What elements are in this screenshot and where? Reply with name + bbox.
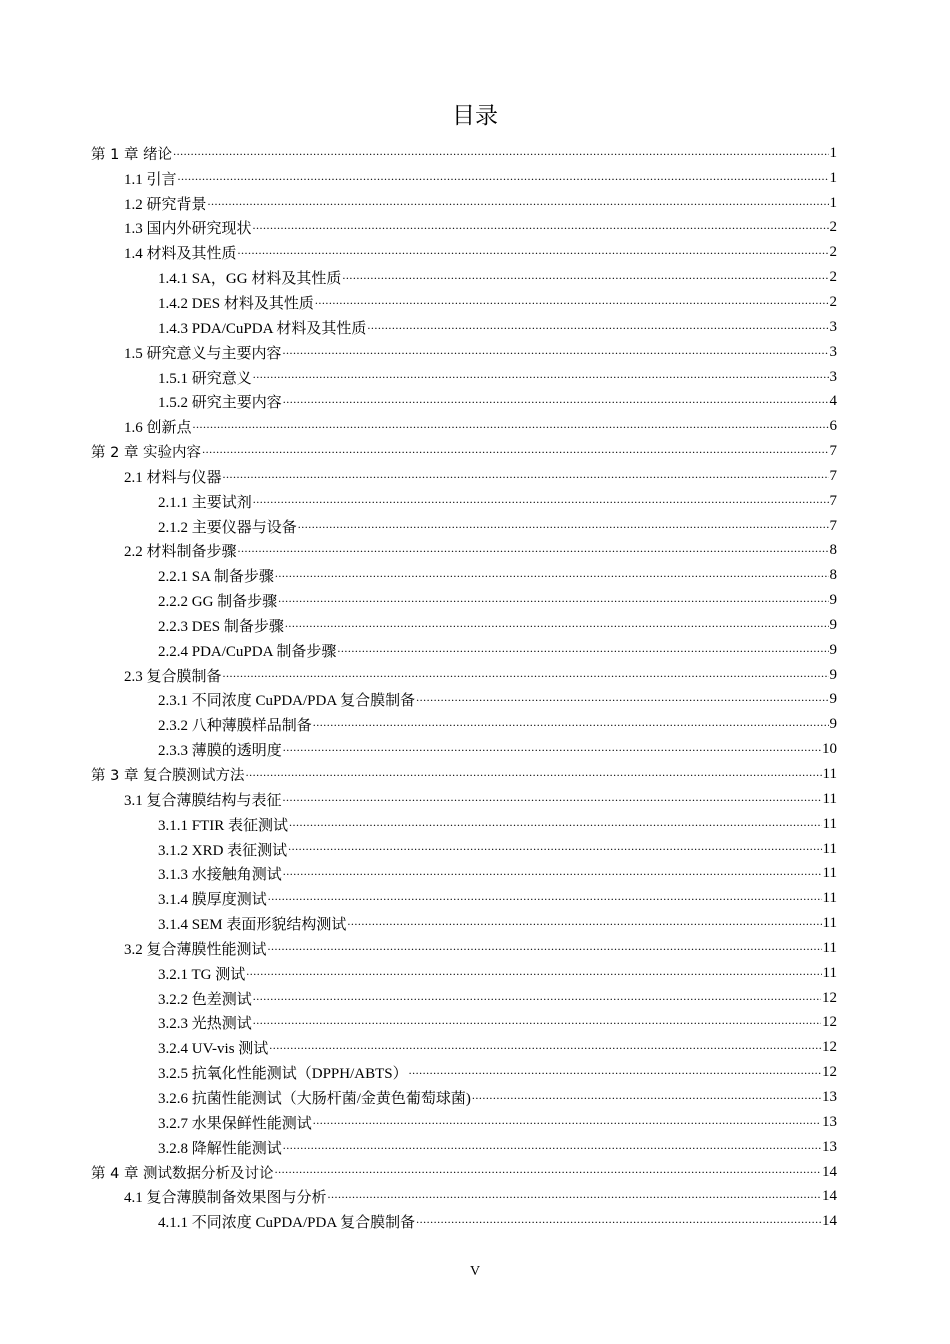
toc-entry-page: 2 [829, 244, 837, 261]
toc-entry[interactable] [0, 762, 950, 787]
toc-entry[interactable] [0, 166, 950, 191]
toc-entry[interactable] [0, 489, 950, 514]
toc-entry-label: 4.1 复合薄膜制备效果图与分析 [124, 1190, 327, 1207]
toc-dot-leader [208, 191, 829, 216]
toc-entry-page: 12 [822, 1064, 837, 1081]
toc-entry-label: 1.2 研究背景 [124, 196, 207, 213]
toc-dot-leader [238, 240, 829, 265]
toc-dot-leader [275, 563, 829, 588]
toc-entry-page: 1 [829, 144, 837, 161]
toc-entry-page: 3 [829, 368, 837, 385]
toc-entry[interactable] [0, 539, 950, 564]
toc-dot-leader [253, 216, 829, 241]
toc-entry[interactable] [0, 986, 950, 1011]
toc-dot-leader [283, 1135, 821, 1160]
toc-entry-page: 12 [822, 1039, 837, 1056]
toc-dot-leader [268, 936, 822, 961]
toc-dot-leader [288, 837, 821, 862]
toc-dot-leader [347, 911, 821, 936]
toc-dot-leader [275, 1160, 821, 1185]
toc-dot-leader [202, 439, 828, 464]
toc-entry-label: 3.1.1 FTIR 表征测试 [158, 817, 289, 834]
toc-entry[interactable] [0, 1085, 950, 1110]
toc-entry-page: 7 [829, 467, 837, 484]
toc-dot-leader [342, 265, 828, 290]
toc-entry-label: 1.4.2 DES 材料及其性质 [158, 295, 314, 312]
toc-entry[interactable] [0, 240, 950, 265]
toc-entry[interactable] [0, 638, 950, 663]
toc-entry[interactable] [0, 265, 950, 290]
toc-dot-leader [289, 812, 822, 837]
toc-entry[interactable] [0, 1110, 950, 1135]
toc-entry-label: 2.2 材料制备步骤 [124, 544, 237, 561]
toc-entry[interactable] [0, 787, 950, 812]
toc-entry-page: 7 [829, 517, 837, 534]
toc-entry-page: 11 [822, 890, 837, 907]
toc-entry-label: 1.3 国内外研究现状 [124, 221, 252, 238]
toc-dot-leader [472, 1085, 821, 1110]
toc-entry-label: 3.1.3 水接触角测试 [158, 867, 282, 884]
toc-entry[interactable] [0, 1011, 950, 1036]
toc-entry-label: 2.1.2 主要仪器与设备 [158, 519, 297, 536]
toc-entry-page: 11 [822, 840, 837, 857]
toc-entry-label: 1.5.2 研究主要内容 [158, 395, 282, 412]
footer-page-number: V [469, 1264, 481, 1279]
toc-entry-page: 14 [822, 1188, 837, 1205]
toc-entry-label: 3.2.4 UV-vis 测试 [158, 1041, 269, 1058]
toc-entry-page: 9 [829, 592, 837, 609]
toc-entry-label: 1.5.1 研究意义 [158, 370, 252, 387]
toc-entry[interactable] [0, 936, 950, 961]
toc-entry-label: 2.3.3 薄膜的透明度 [158, 743, 282, 760]
toc-entry[interactable] [0, 663, 950, 688]
toc-entry[interactable] [0, 439, 950, 464]
toc-entry[interactable] [0, 812, 950, 837]
toc-entry-page: 2 [829, 219, 837, 236]
toc-dot-leader [315, 290, 829, 315]
toc-dot-leader [269, 1035, 821, 1060]
toc-dot-leader [246, 961, 821, 986]
toc-entry[interactable] [0, 141, 950, 166]
toc-entry[interactable] [0, 861, 950, 886]
toc-entry-page: 2 [829, 293, 837, 310]
toc-entry[interactable] [0, 613, 950, 638]
toc-entry-label: 1.4.1 SA，GG 材料及其性质 [158, 271, 342, 288]
toc-entry-label: 3.2 复合薄膜性能测试 [124, 941, 267, 958]
toc-entry[interactable] [0, 340, 950, 365]
toc-entry-page: 4 [829, 393, 837, 410]
toc-entry-page: 9 [829, 716, 837, 733]
toc-entry-page: 2 [829, 269, 837, 286]
toc-dot-leader [238, 539, 829, 564]
toc-dot-leader [223, 464, 829, 489]
toc-dot-leader [173, 141, 828, 166]
toc-entry-label: 3.1 复合薄膜结构与表征 [124, 792, 282, 809]
toc-dot-leader [253, 489, 829, 514]
toc-dot-leader [268, 886, 822, 911]
toc-entry[interactable] [0, 737, 950, 762]
toc-entry-page: 1 [829, 194, 837, 211]
toc-entry-page: 12 [822, 1014, 837, 1031]
toc-entry-label: 2.3.2 八种薄膜样品制备 [158, 718, 312, 735]
toc-entry[interactable] [0, 1060, 950, 1085]
toc-entry-page: 8 [829, 542, 837, 559]
toc-entry-page: 14 [822, 1163, 837, 1180]
toc-entry-label: 第 2 章 实验内容 [91, 445, 202, 462]
toc-entry-page: 3 [829, 318, 837, 335]
toc-entry-label: 3.2.5 抗氧化性能测试（DPPH/ABTS） [158, 1066, 408, 1083]
toc-dot-leader [409, 1060, 821, 1085]
toc-entry-label: 3.2.8 降解性能测试 [158, 1140, 282, 1157]
toc-entry-page: 11 [822, 790, 837, 807]
toc-entry-label: 1.4.3 PDA/CuPDA 材料及其性质 [158, 320, 367, 337]
toc-entry-label: 3.2.3 光热测试 [158, 1016, 252, 1033]
toc-entry[interactable] [0, 315, 950, 340]
toc-dot-leader [246, 762, 822, 787]
toc-entry-label: 3.2.6 抗菌性能测试（大肠杆菌/金黄色葡萄球菌) [158, 1090, 471, 1107]
toc-entry-label: 2.3 复合膜制备 [124, 668, 222, 685]
toc-entry-page: 3 [829, 343, 837, 360]
toc-dot-leader [278, 588, 828, 613]
toc-entry-label: 第 3 章 复合膜测试方法 [91, 768, 245, 785]
toc-entry-label: 2.2.2 GG 制备步骤 [158, 594, 278, 611]
toc-entry-page: 13 [822, 1088, 837, 1105]
toc-entry-label: 2.3.1 不同浓度 CuPDA/PDA 复合膜制备 [158, 693, 416, 710]
toc-entry-page: 13 [822, 1113, 837, 1130]
page-title: 目录 [452, 103, 498, 129]
toc-entry-label: 2.1 材料与仪器 [124, 469, 222, 486]
toc-entry-label: 3.2.7 水果保鲜性能测试 [158, 1115, 312, 1132]
toc-entry[interactable] [0, 1209, 950, 1234]
toc-entry[interactable] [0, 1160, 950, 1185]
toc-entry-label: 3.1.4 膜厚度测试 [158, 892, 267, 909]
toc-dot-leader [283, 861, 822, 886]
toc-entry-page: 7 [829, 443, 837, 460]
toc-dot-leader [253, 986, 821, 1011]
toc-dot-leader [337, 638, 828, 663]
toc-entry-page: 9 [829, 666, 837, 683]
toc-entry-page: 11 [822, 766, 837, 783]
toc-entry-page: 9 [829, 616, 837, 633]
toc-dot-leader [283, 340, 829, 365]
toc-dot-leader [416, 688, 828, 713]
toc-entry[interactable] [0, 514, 950, 539]
table-of-contents [0, 141, 950, 1234]
toc-entry-page: 6 [829, 418, 837, 435]
toc-dot-leader [285, 613, 829, 638]
toc-entry[interactable] [0, 290, 950, 315]
toc-entry[interactable] [0, 216, 950, 241]
toc-entry[interactable] [0, 688, 950, 713]
toc-entry[interactable] [0, 961, 950, 986]
toc-entry[interactable] [0, 563, 950, 588]
toc-entry[interactable] [0, 1135, 950, 1160]
toc-entry-label: 第 1 章 绪论 [91, 146, 173, 163]
toc-entry-page: 11 [822, 915, 837, 932]
toc-entry[interactable] [0, 414, 950, 439]
toc-dot-leader [298, 514, 829, 539]
toc-entry-label: 第 4 章 测试数据分析及讨论 [91, 1165, 274, 1182]
toc-dot-leader [283, 389, 829, 414]
toc-entry[interactable] [0, 837, 950, 862]
toc-entry[interactable] [0, 1184, 950, 1209]
toc-dot-leader [178, 166, 829, 191]
toc-entry-label: 4.1.1 不同浓度 CuPDA/PDA 复合膜制备 [158, 1215, 416, 1232]
toc-dot-leader [328, 1184, 821, 1209]
toc-entry-page: 11 [822, 939, 837, 956]
toc-entry[interactable] [0, 712, 950, 737]
toc-entry-page: 8 [829, 567, 837, 584]
toc-entry[interactable] [0, 191, 950, 216]
toc-entry-label: 3.2.1 TG 测试 [158, 966, 246, 983]
toc-entry-page: 9 [829, 691, 837, 708]
toc-entry-page: 10 [822, 741, 837, 758]
toc-dot-leader [313, 1110, 821, 1135]
toc-entry-label: 3.1.2 XRD 表征测试 [158, 842, 288, 859]
toc-entry-page: 11 [822, 865, 837, 882]
toc-dot-leader [223, 663, 829, 688]
toc-entry-label: 1.5 研究意义与主要内容 [124, 345, 282, 362]
toc-entry[interactable] [0, 886, 950, 911]
toc-dot-leader [416, 1209, 821, 1234]
toc-entry-page: 9 [829, 641, 837, 658]
toc-entry-page: 14 [822, 1213, 837, 1230]
toc-entry[interactable] [0, 365, 950, 390]
toc-entry-label: 2.2.1 SA 制备步骤 [158, 569, 274, 586]
toc-dot-leader [283, 787, 822, 812]
toc-entry-page: 13 [822, 1138, 837, 1155]
toc-entry-label: 2.2.3 DES 制备步骤 [158, 618, 284, 635]
toc-entry-label: 1.1 引言 [124, 171, 177, 188]
toc-entry[interactable] [0, 588, 950, 613]
toc-dot-leader [367, 315, 828, 340]
toc-entry[interactable] [0, 464, 950, 489]
toc-entry-page: 1 [829, 169, 837, 186]
toc-dot-leader [253, 365, 829, 390]
toc-entry-label: 1.6 创新点 [124, 420, 192, 437]
toc-entry-page: 11 [822, 964, 837, 981]
toc-dot-leader [193, 414, 829, 439]
toc-entry-label: 3.2.2 色差测试 [158, 991, 252, 1008]
toc-entry[interactable] [0, 911, 950, 936]
toc-entry-page: 7 [829, 492, 837, 509]
toc-entry-label: 2.1.1 主要试剂 [158, 494, 252, 511]
toc-entry-page: 12 [822, 989, 837, 1006]
toc-entry-page: 11 [822, 815, 837, 832]
toc-entry-label: 3.1.4 SEM 表面形貌结构测试 [158, 917, 347, 934]
toc-entry-label: 2.2.4 PDA/CuPDA 制备步骤 [158, 643, 337, 660]
toc-entry-label: 1.4 材料及其性质 [124, 246, 237, 263]
toc-dot-leader [313, 712, 829, 737]
toc-entry[interactable] [0, 1035, 950, 1060]
toc-entry[interactable] [0, 389, 950, 414]
toc-dot-leader [283, 737, 821, 762]
toc-dot-leader [253, 1011, 821, 1036]
